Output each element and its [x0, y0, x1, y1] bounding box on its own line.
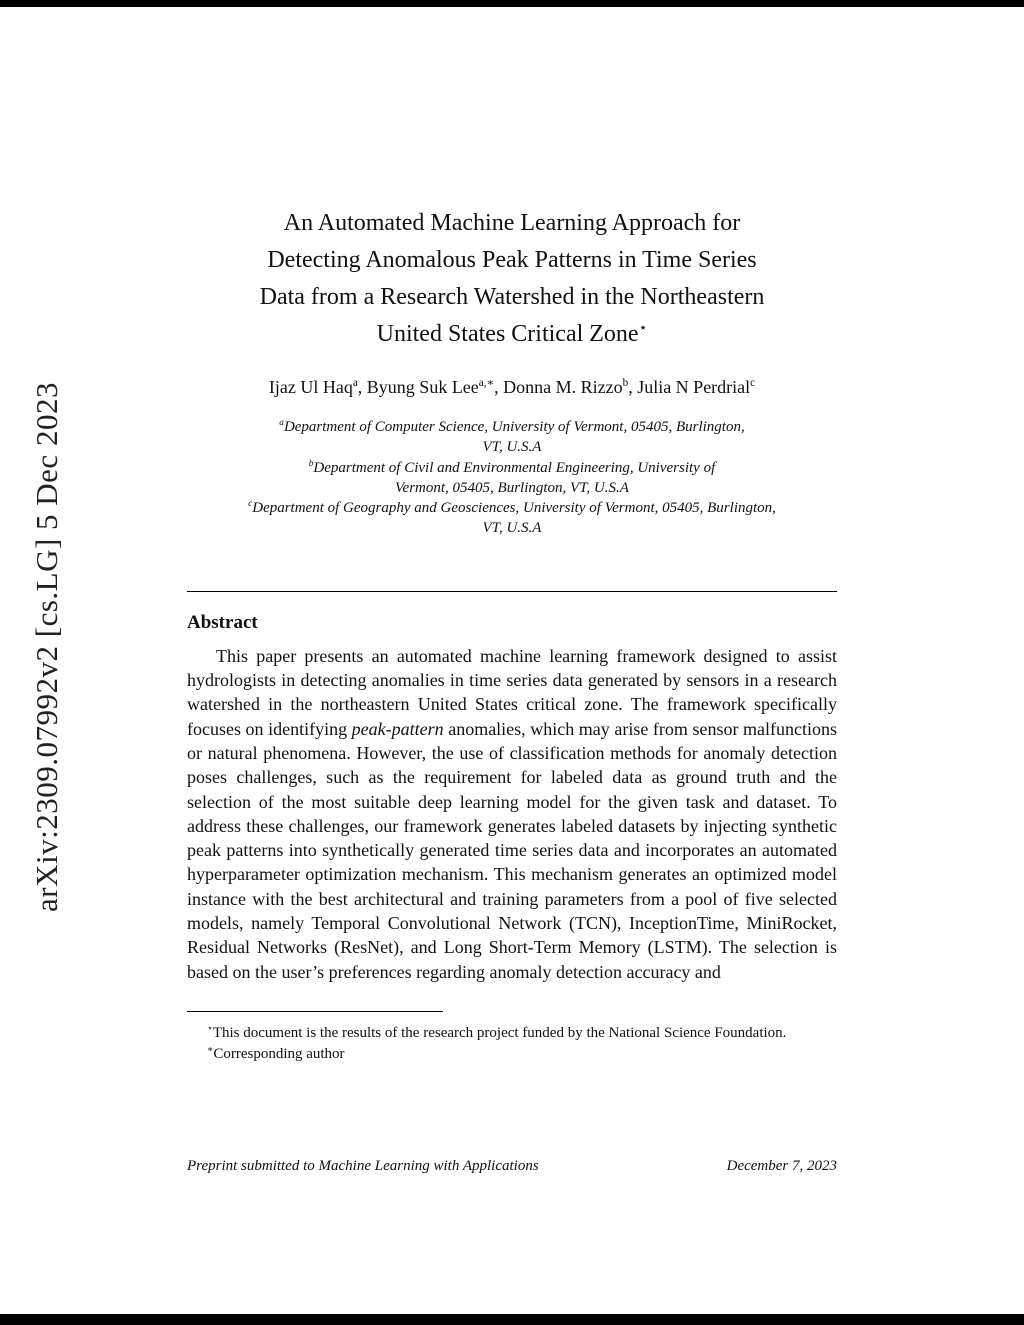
- title-footnote-star-icon: ⋆: [638, 321, 648, 336]
- abstract-divider-rule: [187, 591, 837, 592]
- author-3: Donna M. Rizzo: [503, 377, 623, 397]
- author-separator: ,: [357, 377, 367, 397]
- footer-date: December 7, 2023: [726, 1158, 837, 1174]
- affiliation-b-line-2: Vermont, 05405, Burlington, VT, U.S.A: [395, 479, 629, 496]
- affiliation-c: [187, 498, 837, 539]
- affiliation-a-mark: a: [279, 418, 284, 428]
- affiliation-b-mark: b: [308, 458, 314, 469]
- abstract-paragraph: [187, 644, 837, 984]
- author-separator: ,: [494, 377, 504, 397]
- abstract-text-italic: peak-pattern: [351, 718, 444, 739]
- affiliations-block: [187, 417, 837, 539]
- abstract-heading: Abstract: [187, 611, 258, 633]
- footer-journal-note: Preprint submitted to Machine Learning with Applications: [187, 1158, 539, 1174]
- affiliation-a-text: Department of Computer Science, University of Vermont, 05405, Burlington,: [283, 419, 745, 435]
- paper-content: [187, 0, 837, 1325]
- title-line-4-text: United States Critical Zone: [376, 321, 639, 347]
- author-1: Ijaz Ul Haq: [268, 377, 353, 397]
- abstract-text-after: anomalies, which may arise from sensor malfunctions or natural phenomena. However, the use of classification methods for anomaly detection poses challenges, such as the requirement for labeled data as ground truth and the selection of the most suitable deep learning model for the given task and dataset. To address these challenges, our framework generates labeled datasets by injecting synthetic peak patterns into synthetically generated time series data and incorporates an automated hyperparameter optimization mechanism. This mechanism generates an optimized model instance with the best architectural and training parameters from a pool of five selected models, namely Temporal Convolutional Network (TCN), InceptionTime, MiniRocket, Residual Networks (ResNet), and Long Short-Term Memory (LSTM). The selection is based on the user’s preferences regarding anomaly detection accuracy and: [187, 718, 837, 982]
- footnote-corresponding-text: Corresponding author: [213, 1046, 345, 1063]
- abstract-text-before: This paper presents an automated machine learning framework designed to assist hydrologists in detecting anomalies in time series data generated by sensors in a research watershed in the northeastern United States critical zone. The framework specifically focuses on identifying: [187, 645, 837, 739]
- footnote-funding: [187, 1023, 837, 1044]
- footnote-rule: [187, 1011, 443, 1012]
- author-3-affil-mark: b: [622, 377, 629, 389]
- author-2-affil-mark: a,∗: [478, 377, 495, 389]
- author-separator: ,: [628, 377, 638, 397]
- affiliation-c-text: Department of Geography and Geosciences, University of Vermont, 05405, Burlington,: [252, 500, 776, 517]
- author-4-affil-mark: c: [750, 377, 756, 389]
- footnote-funding-mark: ⋆: [207, 1023, 213, 1034]
- author-1-affil-mark: a: [352, 377, 358, 389]
- title-line-4: [187, 316, 837, 353]
- title-line-1: An Automated Machine Learning Approach for: [283, 210, 741, 236]
- affiliation-c-line-1: [187, 498, 837, 518]
- affiliation-a-line-1: [187, 417, 837, 437]
- footnote-funding-text: This document is the results of the research project funded by the National Science Foundation.: [212, 1024, 787, 1041]
- arxiv-watermark: arXiv:2309.07992v2 [cs.LG] 5 Dec 2023: [29, 382, 64, 912]
- affiliation-b: [187, 458, 837, 499]
- affiliation-c-mark: c: [248, 499, 253, 510]
- affiliation-b-text: Department of Civil and Environmental Engineering, University of: [313, 459, 716, 476]
- paper-title: [187, 0, 837, 353]
- affiliation-b-line-1: [187, 458, 837, 478]
- author-4: Julia N Perdrial: [637, 377, 751, 397]
- affiliation-a-line-2: VT, U.S.A: [482, 439, 542, 456]
- viewer-bottom-bar: [0, 1314, 1024, 1325]
- author-2: Byung Suk Lee: [366, 377, 479, 397]
- footnote-corresponding-mark: ∗: [207, 1045, 214, 1056]
- title-line-3: Data from a Research Watershed in the Northeastern: [259, 284, 765, 310]
- authors-line: [187, 377, 837, 398]
- footnote-corresponding-author: [187, 1044, 837, 1065]
- affiliation-a: [187, 417, 837, 458]
- page-footer: [187, 1158, 837, 1175]
- affiliation-c-line-2: VT, U.S.A: [482, 520, 542, 537]
- title-line-2: Detecting Anomalous Peak Patterns in Time Series: [267, 247, 757, 273]
